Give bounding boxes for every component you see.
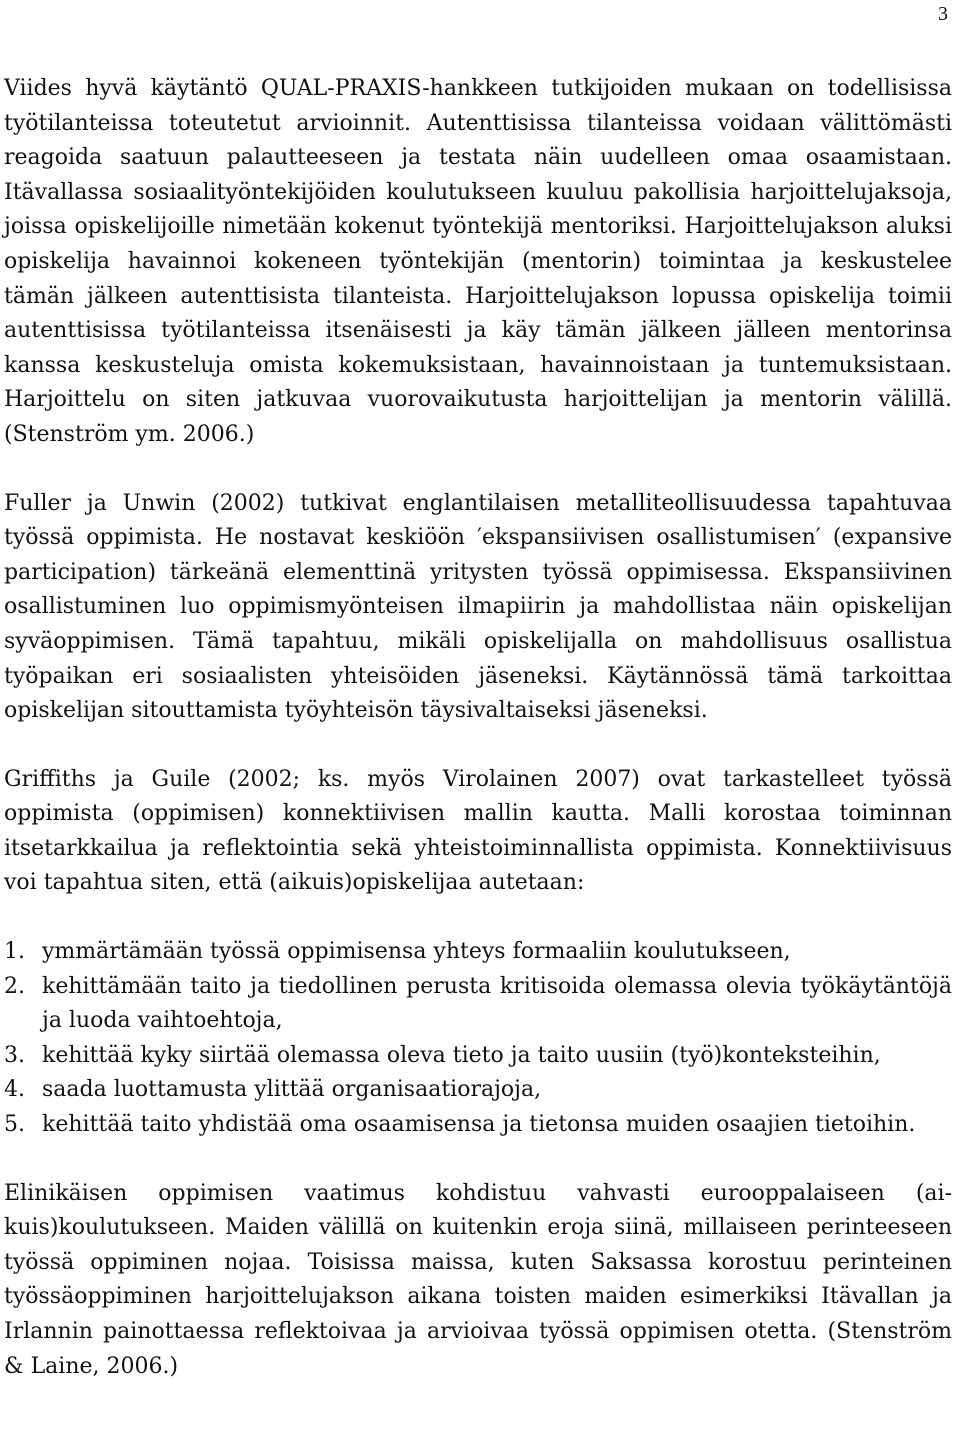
list-item-text: kehittää kyky siirtää olemassa oleva tieto ja taito uusiin (työ)konteksteihin, <box>42 1042 881 1068</box>
paragraph-qual-praxis: Viides hyvä käytäntö QUAL-PRAXIS-hankkeen tutkijoiden mukaan on todellisissa työtilanteissa toteutetut arvioinnit. Autenttisissa tilanteissa voidaan välittömästi reagoida saatuun palautteeseen ja testata näin uudelleen omaa osaamistaan. Itävallassa sosiaalityöntekijöiden koulutukseen kuuluu pakollisia harjoittelujaksoja, joissa opiskelijoille nimetään kokenut työntekijä mentoriksi. Harjoittelujakson aluksi opiskelija havainnoi kokeneen työntekijän (mentorin) toimintaa ja keskustelee tämän jälkeen autenttisista tilanteista. Harjoittelujakson lopussa opiskelija toimii autenttisissa työtilanteissa itsenäisesti ja käy tämän jälkeen jälleen mentorinsa kanssa keskusteluja omista kokemuksistaan, havainnoistaan ja tuntemuksistaan. Harjoittelu on siten jatkuvaa vuorovaikutusta harjoittelijan ja mentorin välillä. (Stenström ym. 2006.) <box>4 76 952 447</box>
list-item <box>4 1039 952 1074</box>
list-item-number: 5. <box>4 1112 25 1138</box>
list-item-text: ymmärtämään työssä oppimisensa yhteys formaaliin koulutukseen, <box>42 939 791 965</box>
list-item-number: 2. <box>4 973 25 999</box>
paragraph-fuller-unwin: Fuller ja Unwin (2002) tutkivat englantilaisen metalliteollisuudessa tapahtuvaa työssä oppimista. He nostavat keskiöön ′ekspansiivisen osallistumisen′ (expansive participation) tärkeänä elementtinä yritysten työssä oppimisessa. Ekspansiivinen osallistuminen luo oppimismyönteisen ilmapiirin ja mahdollistaa näin opiskelijan syväoppimisen. Tämä tapahtuu, mikäli opiskelijalla on mahdollisuus osallistua työpaikan eri sosiaalisten yhteisöiden jäseneksi. Käytännössä tämä tarkoittaa opiskelijan sitouttamista työyhteisön täysivaltaiseksi jäseneksi. <box>4 490 952 724</box>
list-item-number: 3. <box>4 1042 25 1068</box>
list-item-number: 1. <box>4 939 25 965</box>
list-item-text: kehittää taito yhdistää oma osaamisensa ja tietonsa muiden osaajien tietoihin. <box>42 1112 916 1138</box>
list-item <box>4 1108 952 1143</box>
list-item-text: kehittämään taito ja tiedollinen perusta kritisoida olemassa olevia työkäytäntöjä ja luoda vaihtoehtoja, <box>42 973 952 1034</box>
paragraph-lifelong-learning: Elinikäisen oppimisen vaatimus kohdistuu vahvasti eurooppalaiseen (aikuis)koulutukseen. Maiden välillä on kuitenkin eroja siinä, millaiseen perinteeseen työssä oppiminen nojaa. Toisissa maissa, kuten Saksassa korostuu perinteinen työssäoppiminen harjoittelujakson aikana toisten maiden esimerkiksi Itävallan ja Irlannin painottaessa reflektoivaa ja arvioivaa työssä oppimisen otetta. (Stenström & Laine, 2006.) <box>4 1180 952 1379</box>
list-item <box>4 935 952 970</box>
paragraph-griffiths-guile: Griffiths ja Guile (2002; ks. myös Virolainen 2007) ovat tarkastelleet työssä oppimista (oppimisen) konnektiivisen mallin kautta. Malli korostaa toiminnan itsetarkkailua ja reflektointia sekä yhteistoiminnallista oppimista. Konnektiivisuus voi tapahtua siten, että (aikuis)opiskelijaa autetaan: <box>4 766 952 896</box>
list-item-number: 4. <box>4 1077 25 1103</box>
list-item-text: saada luottamusta ylittää organisaatiorajoja, <box>42 1077 542 1103</box>
list-item <box>4 970 952 1039</box>
page-number: 3 <box>938 3 948 25</box>
list-item <box>4 1073 952 1108</box>
connectivity-list <box>4 935 952 1143</box>
